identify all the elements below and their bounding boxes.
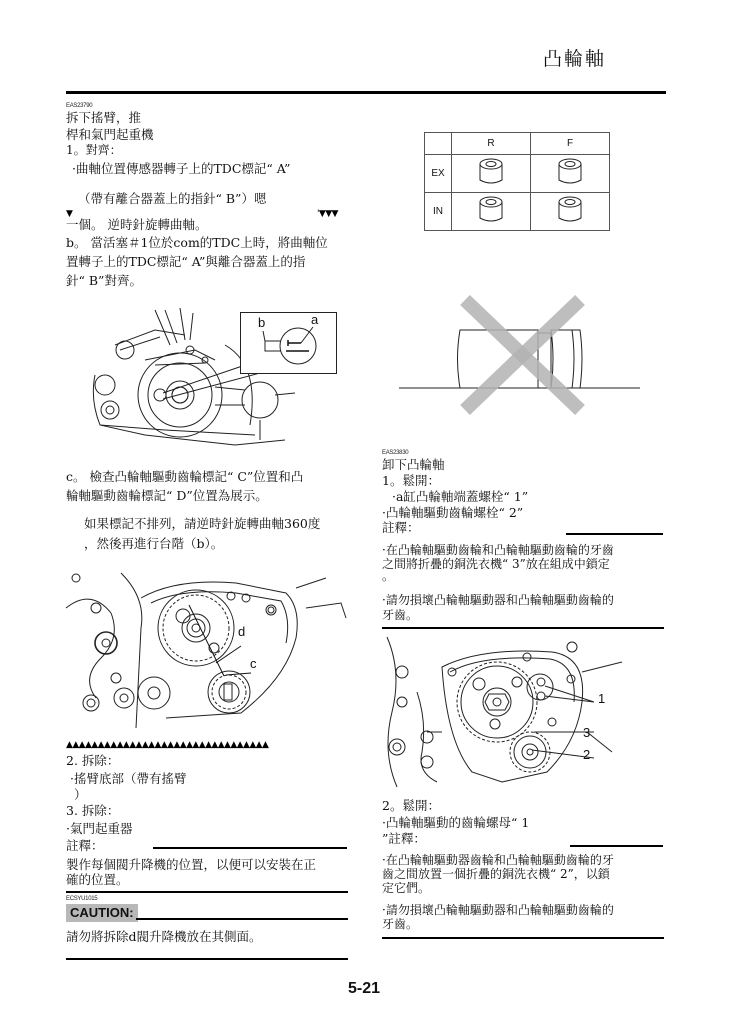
page-header-title: 凸輪軸 — [543, 48, 607, 70]
note-text-line2: 確的位置。 — [66, 872, 129, 887]
note-bullet1-line1: ·在凸輪軸驅動齒輪和凸輪軸驅動齒輪的牙齒 — [382, 543, 614, 557]
caution-end-rule — [66, 958, 348, 960]
section-title-line1: 拆下搖臂，推 — [66, 110, 142, 125]
step-3-bullet: ·氣門起重器 — [66, 821, 133, 836]
tdc-mark-icon — [241, 313, 336, 373]
note-bullet2-line2: 牙齒。 — [382, 608, 419, 622]
label-2: 2 — [583, 747, 591, 762]
note-text-line1: 製作每個閥升降機的位置，以便可以安裝在正 — [66, 857, 317, 872]
note-bullet1-line3: 。 — [382, 569, 395, 583]
lifter-icon — [478, 158, 504, 186]
note2-bullet1-line2: 齒之間放置一個折疊的銅洗衣機“ 2”，以鎖 — [382, 867, 610, 881]
section-code: EAS23830 — [382, 450, 409, 456]
note-line2: ，然後再進行台階（b）。 — [84, 536, 224, 551]
label-c: c — [250, 656, 257, 671]
figure-camshaft-sprocket — [382, 632, 662, 792]
step-2-bullet-line1: ·凸輪軸驅動的齒輪螺母“ 1 — [382, 815, 530, 830]
tdc-inset — [240, 312, 337, 374]
camshaft-sprocket-drawing-icon — [382, 632, 662, 792]
gear-alignment-drawing-icon — [66, 568, 351, 728]
note2-bullet2-line2: 牙齒。 — [382, 917, 419, 931]
table-cell-ex-r — [452, 155, 531, 193]
section-title-line2: 桿和氣門起重機 — [66, 127, 154, 142]
lifter-table — [424, 132, 610, 231]
step-b-line2: 置轉子上的TDC標記“ A”與離合器蓋上的指 — [66, 254, 306, 269]
caution-label: CAUTION: — [66, 904, 138, 922]
note-end-rule — [66, 891, 348, 893]
note2-bullet1-line1: ·在凸輪軸驅動器齒輪和凸輪軸驅動齒輪的牙 — [382, 853, 614, 867]
step-b-line1: b。 當活塞＃1位於com的TDC上時，將曲軸位 — [66, 235, 328, 250]
step-1-bullet2: ·凸輪軸驅動齒輪螺栓“ 2” — [382, 505, 524, 520]
step-2-bullet-line1: ·搖臂底部（帶有搖臂 — [70, 771, 187, 786]
step-c-line1: c。 檢查凸輪軸驅動齒輪標記“ C”位置和凸 — [66, 469, 304, 484]
label-d: d — [238, 624, 246, 639]
triangle-marker-start-right: '▼▼▼ — [317, 209, 338, 219]
section-code: EAS23790 — [66, 103, 93, 109]
caution-rule — [136, 918, 348, 920]
lifter-icon — [557, 196, 583, 224]
page-number: 5-21 — [348, 980, 381, 997]
step-1-bullet-line2: （帶有離合器蓋上的指針“ B”）嗯 — [78, 191, 267, 206]
note-line1: 如果標記不排列，請逆時針旋轉曲軸360度 — [84, 516, 321, 531]
step-1-label: 1。鬆開： — [382, 473, 440, 488]
note2-bullet2-line1: ·請勿損壞凸輪軸驅動器和凸輪軸驅動齒輪的 — [382, 903, 614, 917]
table-row-label-ex: EX — [425, 155, 452, 193]
table-cell-in-r — [452, 193, 531, 231]
step-1-bullet1: ·a缸凸輪軸端蓋螺栓“ 1” — [392, 489, 529, 504]
step-2-label: 2。鬆開： — [382, 798, 440, 813]
note2-rule — [570, 845, 663, 847]
triangle-marker-start: ▼ — [66, 209, 73, 219]
table-corner — [425, 133, 452, 155]
step-2-bullet-line2: ） — [74, 787, 87, 802]
note-rule — [566, 533, 663, 535]
note-label: 註釋： — [66, 838, 104, 853]
table-row-label-in: IN — [425, 193, 452, 231]
label-1: 1 — [598, 691, 606, 706]
note-bullet1-line2: 之間將折疊的銅洗衣機“ 3”放在組成中鎖定 — [382, 557, 610, 571]
caution-text: 請勿將拆除d閥升降機放在其側面。 — [66, 929, 262, 944]
step-c-line2: 輪軸驅動齒輪標記“ D”位置為展示。 — [66, 488, 268, 503]
section-title: 卸下凸輪軸 — [382, 457, 445, 472]
step-2-label: 2. 拆除： — [66, 753, 120, 768]
step-1-label: 1。對齊： — [66, 143, 122, 157]
label-a: a — [311, 312, 319, 327]
caution-code: ECSYU1015 — [66, 896, 98, 902]
header-divider — [66, 91, 666, 94]
figure-gear-marks — [66, 568, 351, 728]
step-1-bullet-line1: ·曲軸位置傳感器轉子上的TDC標記“ A” — [72, 161, 291, 176]
figure-crankshaft-tdc — [85, 305, 345, 455]
note-rule — [153, 847, 347, 849]
table-cell-in-f — [531, 193, 610, 231]
note-bullet2-line1: ·請勿損壞凸輪軸驅動器和凸輪軸驅動齒輪的 — [382, 593, 614, 607]
table-header-f: F — [531, 133, 610, 155]
label-b: b — [258, 315, 266, 330]
note-end-rule — [382, 627, 664, 629]
label-3: 3 — [583, 725, 591, 740]
table-cell-ex-f — [531, 155, 610, 193]
step-b-line3: 針“ B”對齊。 — [66, 273, 142, 288]
step-2-bullet-line2: ”註釋： — [382, 831, 426, 846]
lifter-side-drawing-icon — [395, 295, 665, 415]
lifter-icon — [478, 196, 504, 224]
table-header-r: R — [452, 133, 531, 155]
triangle-marker-end: ▲▲▲▲▲▲▲▲▲▲▲▲▲▲▲▲▲▲▲▲▲▲▲▲▲▲▲▲▲▲▲▲ — [66, 740, 269, 750]
lifter-icon — [557, 158, 583, 186]
note2-bullet1-line3: 定它們。 — [382, 881, 431, 895]
figure-lifter-side-prohibited — [395, 295, 665, 415]
step-3-label: 3. 拆除： — [66, 803, 120, 818]
note-label: 註釋： — [382, 520, 420, 535]
step-a: 一個。 逆時針旋轉曲軸。 — [66, 217, 208, 232]
note2-end-rule — [382, 937, 664, 939]
